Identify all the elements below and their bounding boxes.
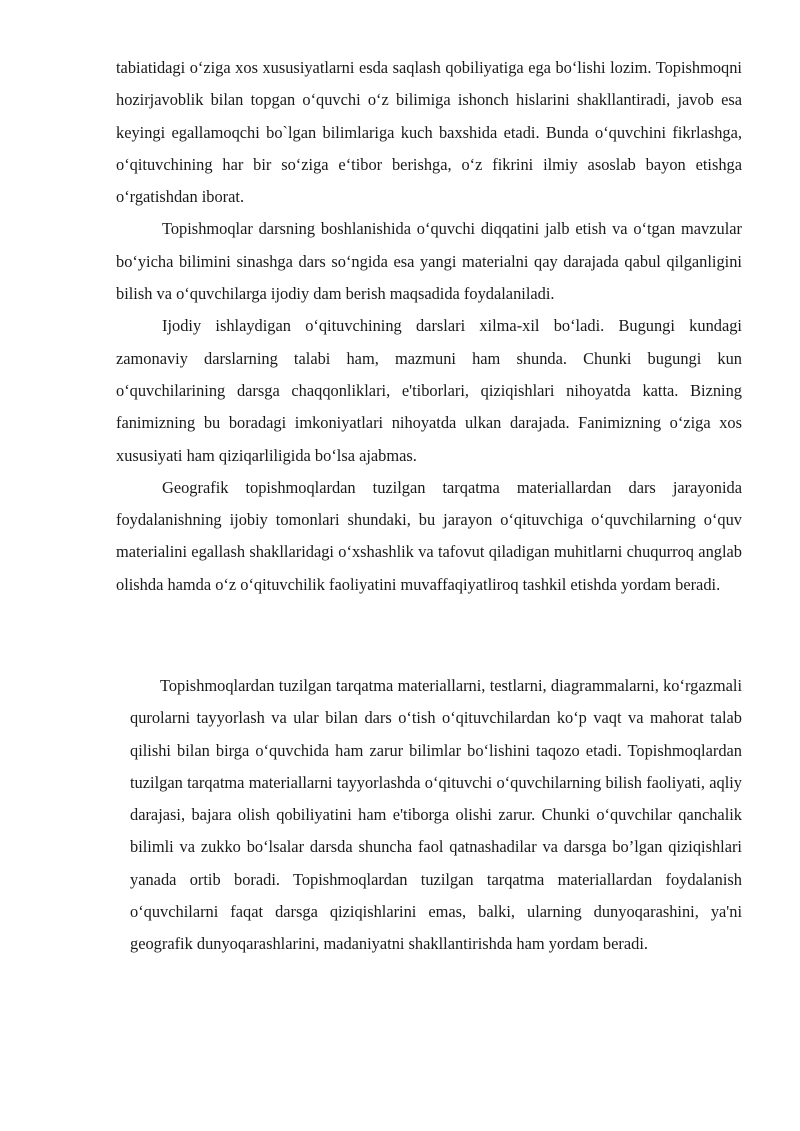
paragraph-4: Geografik topishmoqlardan tuzilgan tarqatma materiallardan dars jarayonida foydalanishning ijobiy tomonlari shundaki, bu jarayon o‘qituvchiga o‘quvchilarning o‘quv materialini egallash shakllaridagi o‘xshashlik va tafovut qiladigan muhitlarni chuqurroq anglab olishda hamda o‘z o‘qituvchilik faoliyatini muvaffaqiyatliroq tashkil etishda yordam beradi. — [116, 477, 742, 594]
paragraph-2: Topishmoqlar darsning boshlanishida o‘quvchi diqqatini jalb etish va o‘tgan mavzular bo‘yicha bilimini sinashga dars so‘ngida esa yangi materialni qay darajada qabul qilganligini bilish va o‘quvchilarga ijodiy dam berish maqsadida foydalaniladi. — [116, 219, 742, 304]
paragraph-3: Ijodiy ishlaydigan o‘qituvchining darslari xilma-xil bo‘ladi. Bugungi kundagi zamonaviy darslarning talabi ham, mazmuni ham shunda. Chunki bugungi kun o‘quvchilarining darsga chaqqonliklari, e'tiborlari, qiziqishlari nihoyatda katta. Bizning fanimizning bu boradagi imkoniyatlari nihoyatda ulkan darajada. Fanimizning o‘ziga xos xususiyati ham qiziqarliligida bo‘lsa ajabmas. — [116, 316, 742, 465]
paragraph-1: tabiatidagi o‘ziga xos xususiyatlarni esda saqlash qobiliyatiga ega bo‘lishi lozim. Topishmoqni hozirjavoblik bilan topgan o‘quvchi o‘z bilimiga ishonch hislarini shakllantiradi, javob esa keyingi egallamoqchi bo`lgan bilimlariga kuch baxshida etadi. Bunda o‘quvchini fikrlashga, o‘qituvchining har bir so‘ziga e‘tibor berishga, o‘z fikrini ilmiy asoslab bayon etishga o‘rgatishdan iborat. — [116, 58, 742, 207]
shifted-text-block — [130, 670, 742, 961]
paragraph-5: Topishmoqlardan tuzilgan tarqatma materiallarni, testlarni, diagrammalarni, ko‘rgazmali qurolarni tayyorlash va ular bilan dars o‘tish o‘qituvchilardan ko‘p vaqt va mahorat talab qilishi bilan birga o‘quvchida ham zarur bilimlar bo‘lishini taqozo etadi. Topishmoqlardan tuzilgan tarqatma materiallarni tayyorlashda o‘qituvchi o‘quvchilarning bilish faoliyati, aqliy darajasi, bajara olish qobiliyatini ham e'tiborga olishi zarur. Chunki o‘quvchilar qanchalik bilimli va zukko bo‘lsalar darsda shuncha faol qatnashadilar va darsga bo’lgan qiziqishlari yanada ortib boradi. Topishmoqlardan tuzilgan tarqatma materiallardan foydalanish o‘quvchilarni faqat darsga qiziqishlarini emas, balki, ularning dunyoqarashini, ya'ni geografik dunyoqarashlarini, madaniyatni shakllantirishda ham yordam beradi. — [130, 676, 742, 954]
main-text-block — [116, 52, 742, 601]
